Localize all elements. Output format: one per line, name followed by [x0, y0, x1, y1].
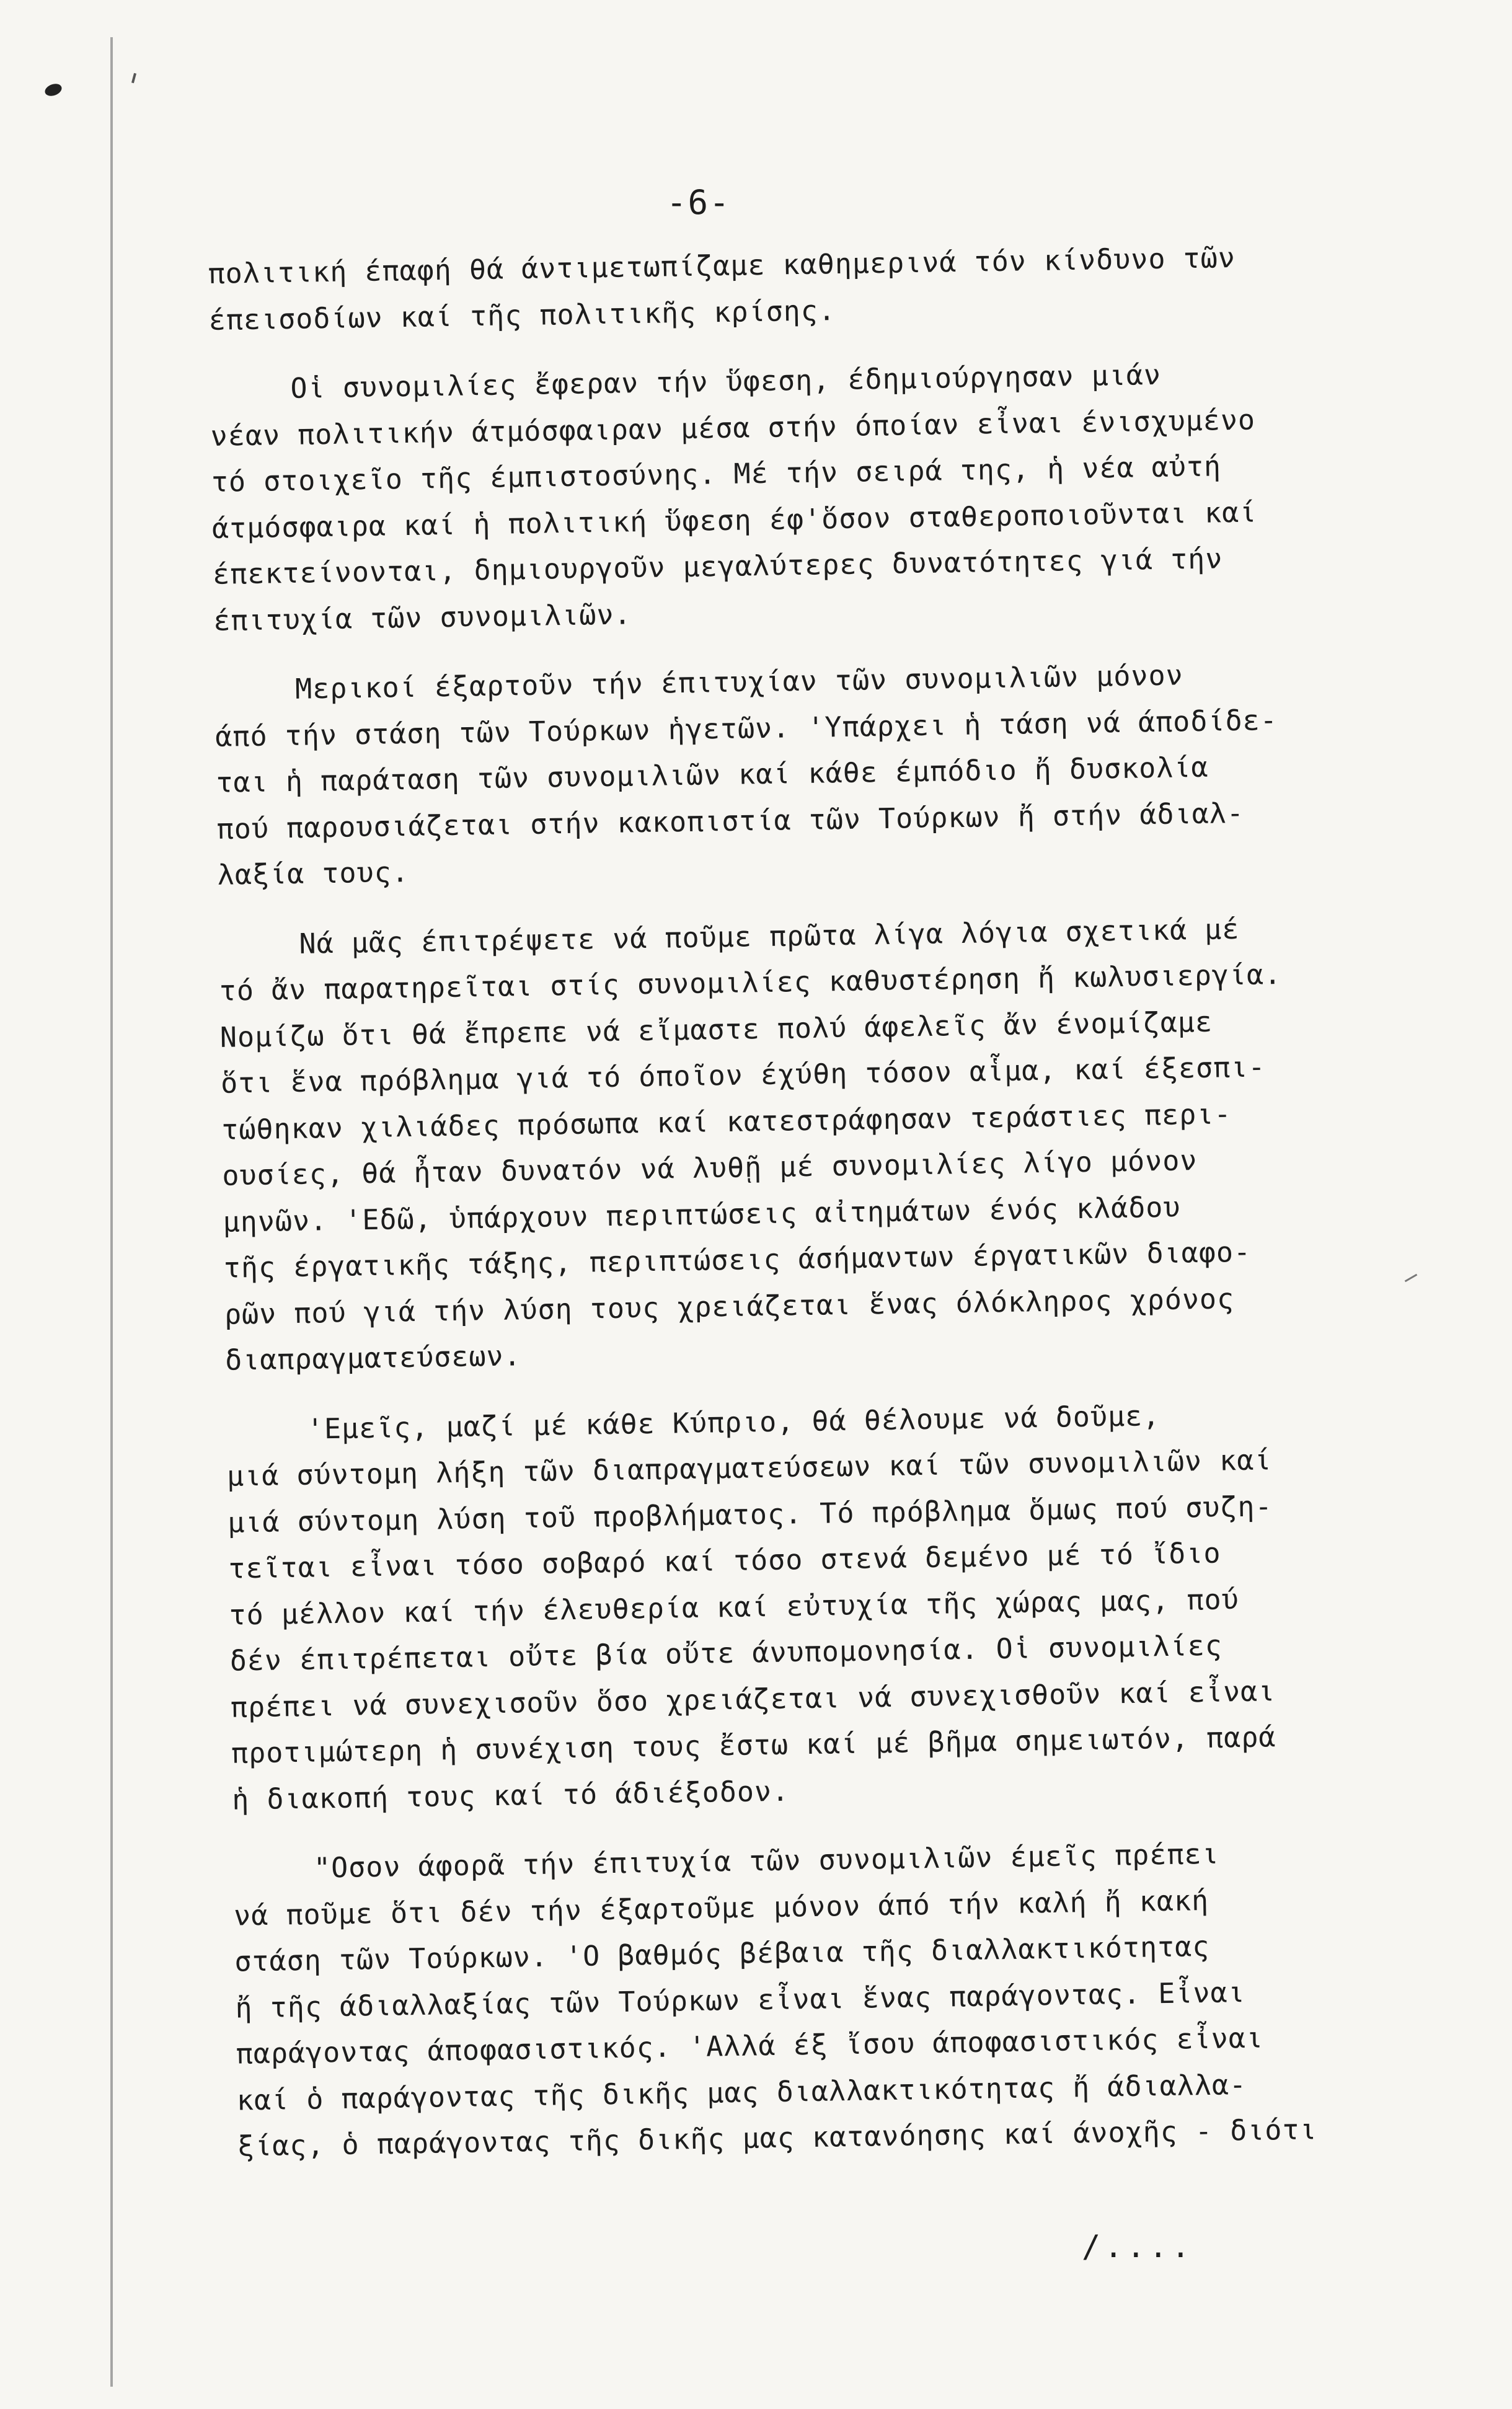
text-line: ἤ τῆς άδιαλλαξίας τῶν Τούρκων εἶναι ἕνας παράγοντας. Εἶναι: [235, 1975, 1246, 2025]
text-line: τώθηκαν χιλιάδες πρόσωπα καί κατεστράφησαν τεράστιες περι-: [221, 1097, 1232, 1146]
text-line: έπεισοδίων καί τῆς πολιτικῆς κρίσης.: [208, 293, 836, 337]
paragraph: [218, 904, 1403, 1384]
text-line: δέν έπιτρέπεται οὔτε βία οὔτε άνυπομονησία. Οἱ συνομιλίες: [229, 1629, 1223, 1677]
text-line: Μερικοί έξαρτοῦν τήν έπιτυχίαν τῶν συνομιλιῶν μόνον: [294, 658, 1184, 705]
text-line: πρέπει νά συνεχισοῦν ὅσο χρειάζεται νά συνεχισθοῦν καί εἶναι: [230, 1674, 1276, 1724]
text-line: στάση τῶν Τούρκων. 'Ο βαθμός βέβαια τῆς διαλλακτικότητας: [234, 1929, 1210, 1978]
text-line: 'Εμεῖς, μαζί μέ κάθε Κύπριο, θά θέλουμε νά δοῦμε,: [306, 1399, 1161, 1446]
scan-tick-mark: [131, 73, 136, 83]
text-line: τό ἄν παρατηρεῖται στίς συνομιλίες καθυστέρηση ἤ κωλυσιεργία.: [219, 957, 1282, 1007]
text-line: τῆς έργατικῆς τάξης, περιπτώσεις άσήμαντων έργατικῶν διαφο-: [223, 1235, 1252, 1284]
text-line: ρῶν πού γιά τήν λύση τους χρειάζεται ἕνας όλόκληρος χρόνος: [224, 1281, 1235, 1331]
text-line: καί ὁ παράγοντας τῆς δικῆς μας διαλλακτικότητας ἤ άδιαλλα-: [236, 2067, 1247, 2117]
paragraph: [214, 649, 1396, 898]
scan-smudge-mark: [1405, 1274, 1418, 1283]
text-line: πολιτική έπαφή θά άντιμετωπίζαμε καθημερινά τόν κίνδυνο τῶν: [208, 241, 1236, 290]
continuation-mark: /....: [1082, 2229, 1194, 2265]
text-line: νά ποῦμε ὅτι δέν τήν έξαρτοῦμε μόνον άπό τήν καλή ἤ κακή: [233, 1883, 1209, 1932]
punch-hole-mark: [43, 82, 63, 98]
text-line: ὅτι ἕνα πρόβλημα γιά τό όποῖον έχύθη τόσον αἷμα, καί έξεσπι-: [220, 1050, 1266, 1100]
text-line: μιά σύντομη λήξη τῶν διαπραγματεύσεων καί τῶν συνομιλιῶν καί: [226, 1443, 1272, 1493]
text-line: παράγοντας άποφασιστικός. 'Αλλά έξ ἴσου άποφασιστικός εἶναι: [236, 2021, 1264, 2071]
text-line: νέαν πολιτικήν άτμόσφαιραν μέσα στήν όποίαν εἶναι ένισχυμένο: [210, 402, 1256, 453]
text-line: ξίας, ὁ παράγοντας τῆς δικῆς μας κατανόησης καί άνοχῆς - διότι: [237, 2113, 1317, 2163]
text-line: ἡ διακοπή τους καί τό άδιέξοδον.: [231, 1774, 790, 1816]
text-line: Νά μᾶς έπιτρέψετε νά ποῦμε πρῶτα λίγα λόγια σχετικά μέ: [299, 912, 1240, 960]
paragraph: [226, 1389, 1410, 1823]
paragraph: [232, 1828, 1415, 2170]
text-line: μιά σύντομη λύση τοῦ προβλήματος. Τό πρόβλημα ὅμως πού συζη-: [227, 1489, 1273, 1539]
text-line: τό μέλλον καί τήν έλευθερία καί εὐτυχία τῆς χώρας μας, πού: [229, 1582, 1240, 1632]
text-line: άπό τήν στάση τῶν Τούρκων ἡγετῶν. 'Υπάρχει ἡ τάση νά άποδίδε-: [214, 703, 1278, 753]
text-line: άτμόσφαιρα καί ἡ πολιτική ὕφεση έφ'ὅσον σταθεροποιοῦνται καί: [211, 495, 1257, 545]
text-line: έπιτυχία τῶν συνομιλιῶν.: [213, 597, 632, 637]
text-line: λαξία τους.: [217, 855, 410, 891]
margin-rule: [110, 37, 113, 2387]
paragraph: [208, 232, 1387, 343]
text-line: Νομίζω ὅτι θά ἔπρεπε νά εἴμαστε πολύ άφελεῖς ἄν ένομίζαμε: [219, 1005, 1213, 1054]
text-line: προτιμώτερη ἡ συνέχιση τους ἔστω καί μέ βῆμα σημειωτόν, παρά: [231, 1720, 1276, 1770]
document-body: [208, 232, 1415, 2170]
text-line: πού παρουσιάζεται στήν κακοπιστία τῶν Τούρκων ἤ στήν άδιαλ-: [216, 796, 1245, 846]
text-line: τεῖται εἶναι τόσο σοβαρό καί τόσο στενά δεμένο μέ τό ἴδιο: [228, 1536, 1221, 1585]
text-line: "Οσον άφορᾶ τήν έπιτυχία τῶν συνομιλιῶν έμεῖς πρέπει: [313, 1837, 1220, 1885]
text-line: Οἱ συνομιλίες ἔφεραν τήν ὕφεση, έδημιούργησαν μιάν: [290, 358, 1162, 405]
page-number: -6-: [666, 183, 731, 222]
text-line: μηνῶν. 'Εδῶ, ὑπάρχουν περιπτώσεις αἰτημάτων ένός κλάδου: [223, 1190, 1181, 1239]
text-line: ουσίες, θά ἦταν δυνατόν νά λυθῇ μέ συνομιλίες λίγο μόνον: [222, 1144, 1198, 1192]
text-line: διαπραγματεύσεων.: [224, 1339, 522, 1377]
text-line: έπεκτείνονται, δημιουργοῦν μεγαλύτερες δυνατότητες γιά τήν: [212, 542, 1223, 591]
text-line: ται ἡ παράταση τῶν συνομιλιῶν καί κάθε έμπόδιο ἤ δυσκολία: [216, 750, 1209, 799]
paragraph: [210, 348, 1392, 644]
text-line: τό στοιχεῖο τῆς έμπιστοσύνης. Μέ τήν σειρά της, ἡ νέα αὐτή: [211, 449, 1222, 498]
